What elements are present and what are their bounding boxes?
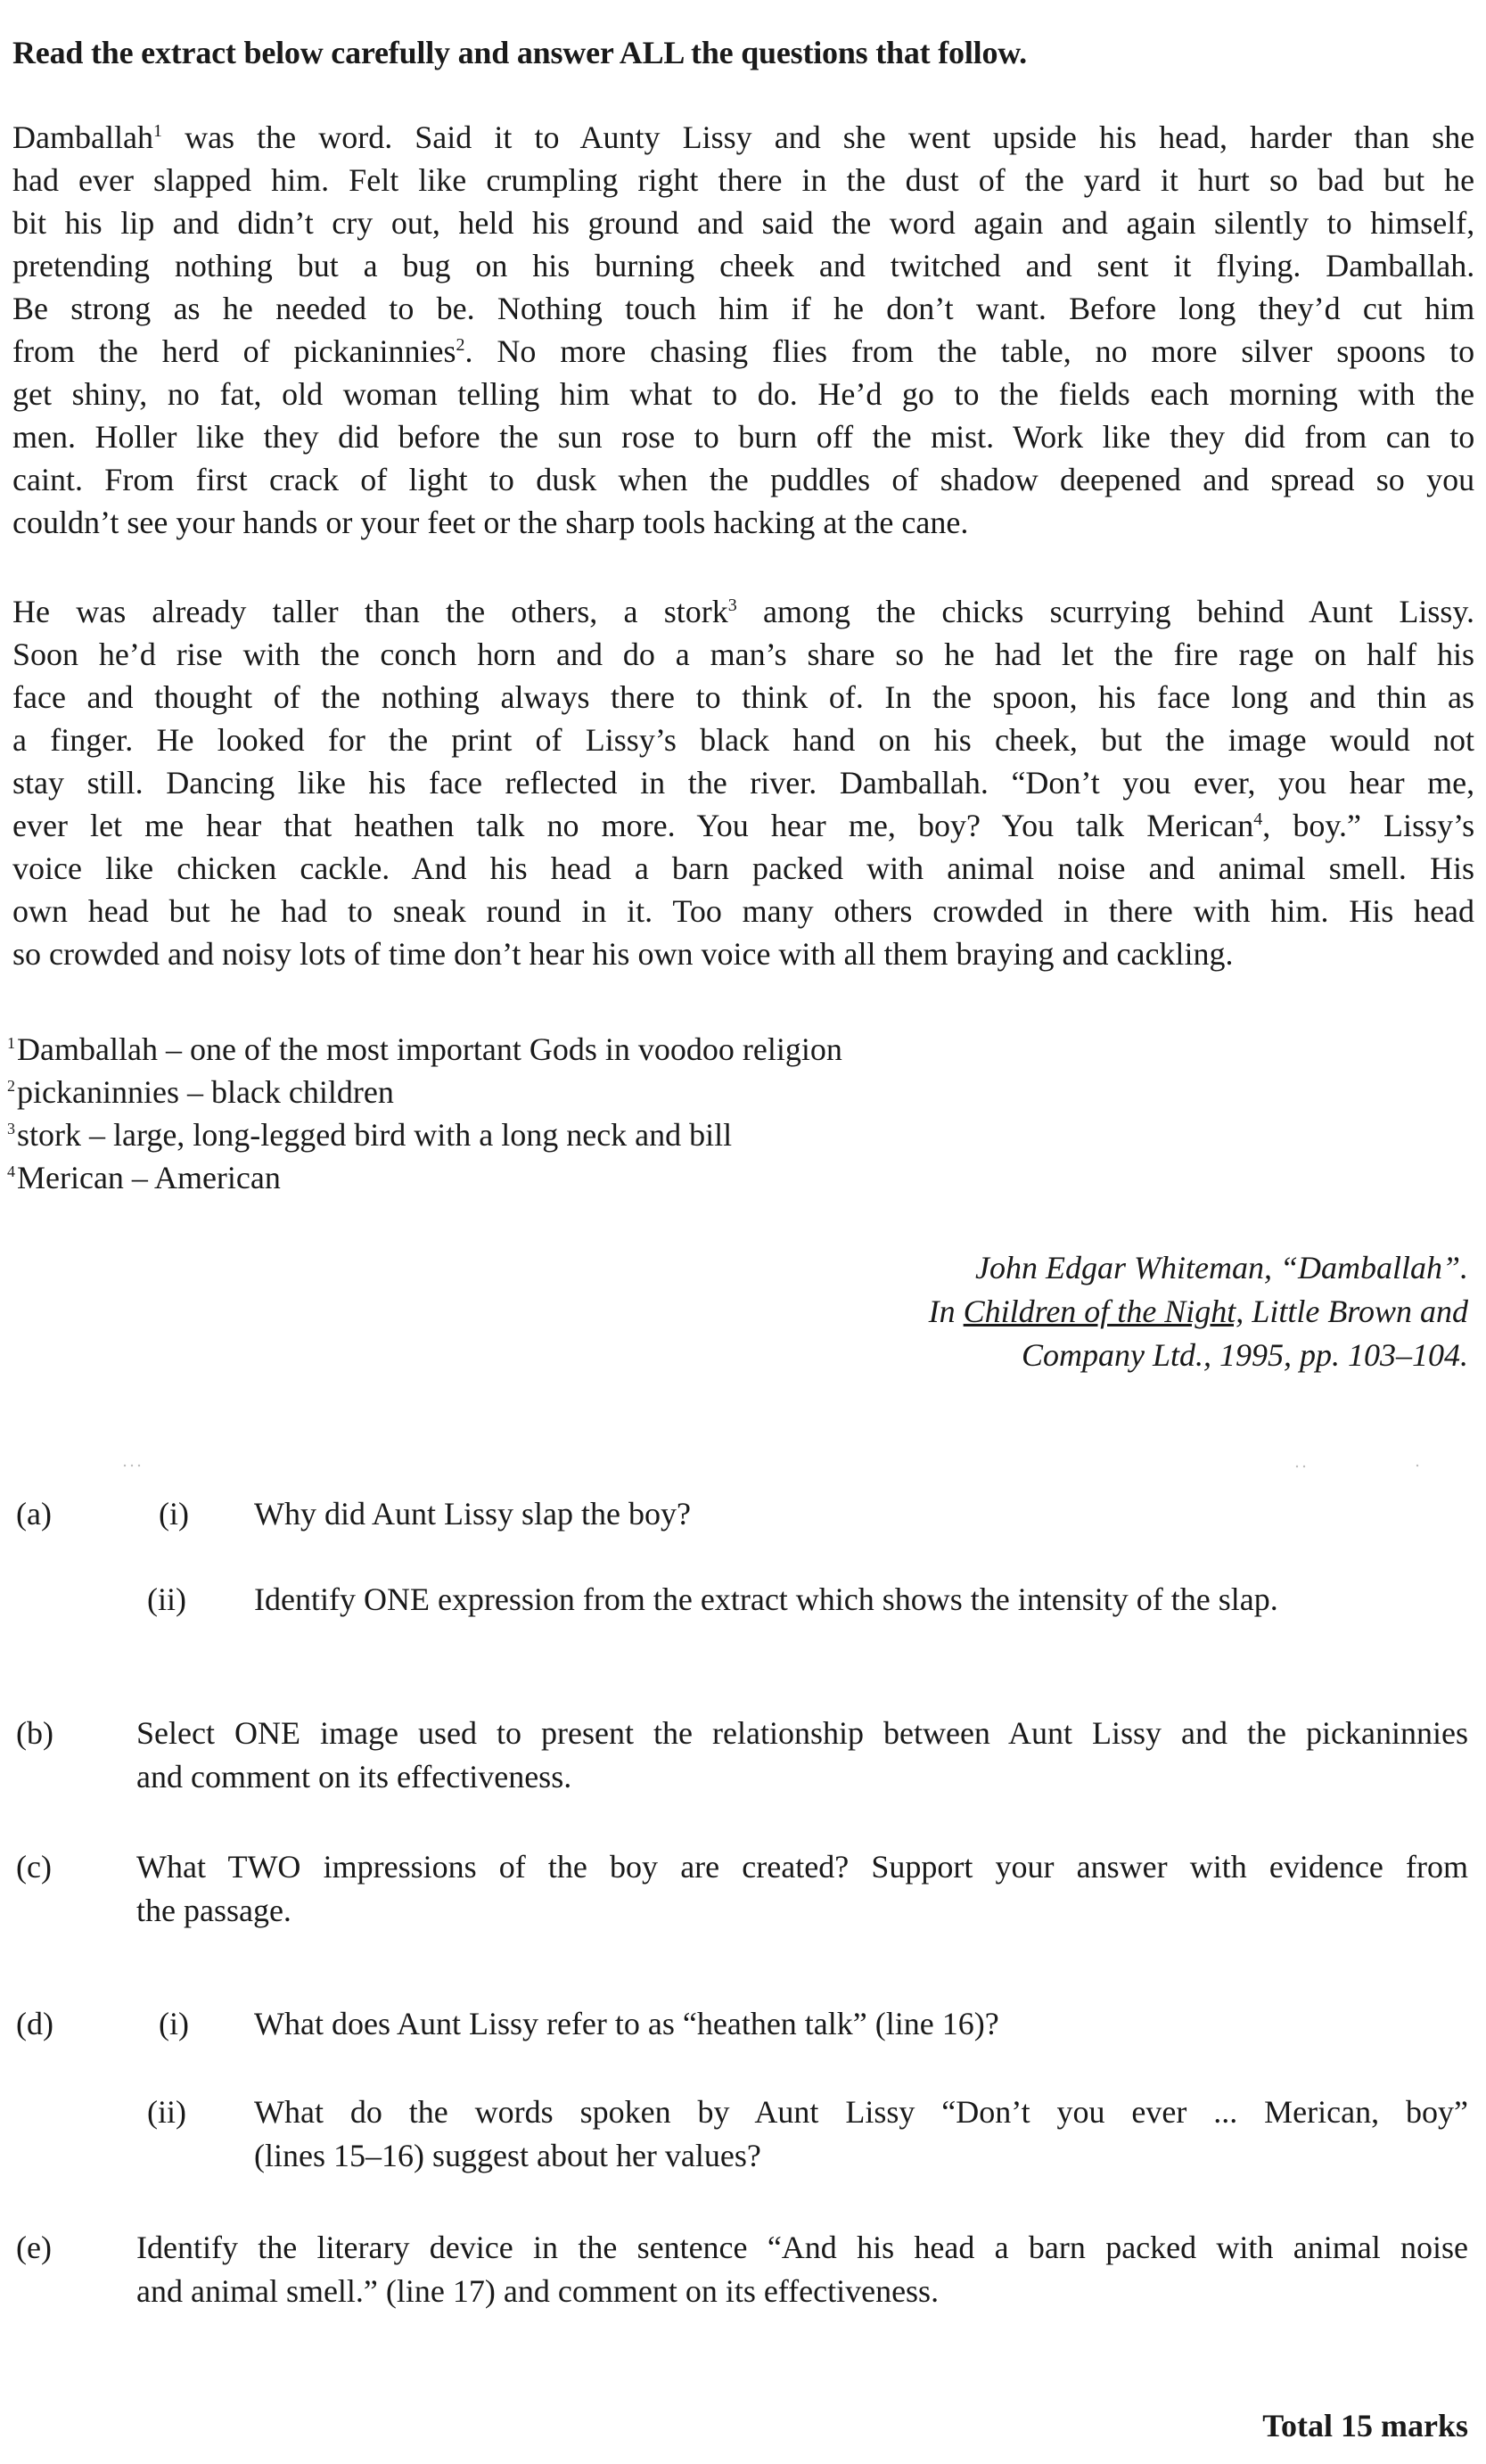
question-a-i-label: (i) [159, 1496, 189, 1532]
question-a-ii-text: Identify ONE expression from the extract which shows the intensity of the slap. [254, 1581, 1278, 1617]
extract-paragraph-2 [12, 590, 1474, 975]
footnote-marker: 3 [7, 1120, 15, 1138]
question-d-ii-label: (ii) [147, 2094, 186, 2130]
footnote-text: Damballah – one of the most important Gods in voodoo religion [17, 1031, 842, 1067]
paragraph2-line: voice like chicken cackle. And his head a barn packed with animal noise and animal smell. His [12, 850, 1474, 886]
paragraph2-line: He was already taller than the others, a stork$^3$ among the chicks scurrying behind Aunt Lissy. [12, 594, 1475, 629]
footnote-3 [7, 1113, 842, 1156]
paragraph1-line: caint. From first crack of light to dusk when the puddles of shadow deepened and spread so you [12, 462, 1475, 497]
question-a-label: (a) [16, 1496, 52, 1532]
paragraph1-line: couldn’t see your hands or your feet or the sharp tools hacking at the cane. [12, 505, 969, 540]
citation-author-title: John Edgar Whiteman, “Damballah”. [975, 1250, 1468, 1285]
paragraph2-line: Soon he’d rise with the conch horn and do a man’s share so he had let the fire rage on half his [12, 637, 1475, 672]
footnote-marker: 2 [7, 1077, 15, 1095]
paragraph2-line: ever let me hear that heathen talk no more. You hear me, boy? You talk Merican$^4$, boy.” Lissy’s [12, 808, 1475, 843]
paragraph1-line: from the herd of pickaninnies$^2$. No more chasing flies from the table, no more silver spoons to [12, 333, 1475, 369]
instruction-heading: Read the extract below carefully and answer ALL the questions that follow. [12, 35, 1027, 70]
paragraph1-line: get shiny, no fat, old woman telling him what to do. He’d go to the fields each morning with the [12, 376, 1475, 412]
citation-book-line: In Children of the Night, Little Brown and [928, 1294, 1468, 1329]
paragraph2-line: stay still. Dancing like his face reflected in the river. Damballah. “Don’t you ever, you hear me, [12, 765, 1475, 801]
question-d-i-label: (i) [159, 2006, 189, 2041]
question-a-i-text: Why did Aunt Lissy slap the boy? [254, 1496, 691, 1532]
question-b-text: Select ONE image used to present the relationship between Aunt Lissy and the pickaninnies and comment on its effectiveness. [136, 1715, 1468, 1795]
total-marks: Total 15 marks [1262, 2408, 1468, 2443]
paragraph1-line: pretending nothing but a bug on his burning cheek and twitched and sent it flying. Damballah. [12, 248, 1475, 283]
paragraph2-line: so crowded and noisy lots of time don’t hear his own voice with all them braying and cackling. [12, 936, 1234, 972]
paragraph1-line: Damballah$^1$ was the word. Said it to Aunty Lissy and she went upside his head, harder than she [12, 119, 1475, 155]
question-a-ii-label: (ii) [147, 1581, 186, 1617]
footnote-text: pickaninnies – black children [17, 1074, 394, 1110]
question-e-text: Identify the literary device in the sentence “And his head a barn packed with animal noise and animal smell.” (line 17) and comment on its effectiveness. [136, 2230, 1468, 2309]
paragraph1-line: had ever slapped him. Felt like crumpling right there in the dust of the yard it hurt so bad but he [12, 162, 1475, 198]
paragraph2-line: face and thought of the nothing always there to think of. In the spoon, his face long and thin as [12, 679, 1475, 715]
citation-book-title: Children of the Night, [963, 1294, 1244, 1329]
question-e-label: (e) [16, 2230, 52, 2265]
footnote-text: Merican – American [17, 1160, 281, 1195]
extract-paragraph-1 [12, 116, 1474, 544]
question-b-label: (b) [16, 1715, 53, 1751]
footnote-2 [7, 1071, 842, 1113]
footnote-marker: 1 [7, 1034, 15, 1052]
footnote-marker: 4 [7, 1162, 15, 1180]
footnote-1 [7, 1028, 842, 1071]
paragraph1-line: bit his lip and didn’t cry out, held his ground and said the word again and again silently to himself, [12, 205, 1475, 241]
paragraph2-line: a finger. He looked for the print of Lissy’s black hand on his cheek, but the image would not [12, 722, 1475, 758]
footnotes [7, 1028, 842, 1199]
question-d-i-text: What does Aunt Lissy refer to as “heathen talk” (line 16)? [254, 2006, 999, 2041]
footnote-text: stork – large, long-legged bird with a long neck and bill [17, 1117, 733, 1153]
citation-publisher: Company Ltd., 1995, pp. 103–104. [1021, 1337, 1468, 1373]
question-c-text: What TWO impressions of the boy are created? Support your answer with evidence from the passage. [136, 1849, 1468, 1928]
footnote-4 [7, 1156, 842, 1199]
question-d-label: (d) [16, 2006, 53, 2041]
paragraph1-line: Be strong as he needed to be. Nothing touch him if he don’t want. Before long they’d cut him [12, 291, 1475, 326]
question-c-label: (c) [16, 1849, 52, 1885]
question-d-ii-text: What do the words spoken by Aunt Lissy “Don’t you ever ... Merican, boy” (lines 15–16) suggest about her values? [254, 2094, 1468, 2173]
paragraph1-line: men. Holler like they did before the sun rose to burn off the mist. Work like they did from can to [12, 419, 1475, 455]
paragraph2-line: own head but he had to sneak round in it. Too many others crowded in there with him. His head [12, 893, 1475, 929]
scan-specks [0, 1462, 1486, 1471]
citation [929, 1246, 1468, 1377]
